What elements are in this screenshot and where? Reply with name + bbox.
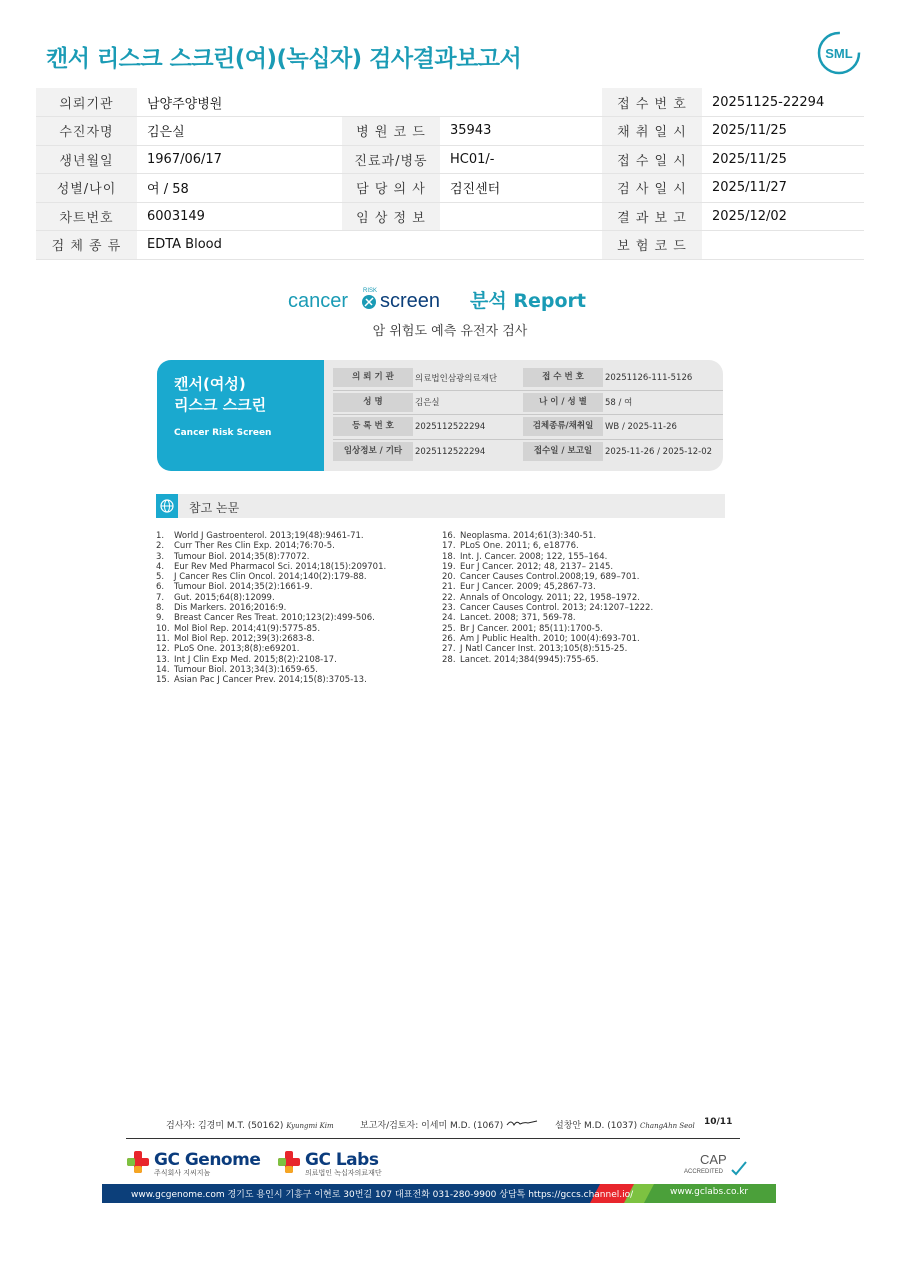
card-row: [333, 440, 723, 465]
reference-text: Neoplasma. 2014;61(3):340-51.: [460, 531, 597, 541]
result-card: [157, 360, 723, 471]
reference-number: 23.: [442, 603, 456, 614]
reference-item: [156, 552, 386, 562]
info-value: 여 / 58: [137, 174, 342, 203]
info-value: 35943: [440, 117, 602, 146]
card-label: 나 이 / 성 별: [523, 393, 603, 412]
card-info-table: [333, 366, 723, 464]
card-title-en: Cancer Risk Screen: [174, 428, 272, 438]
reference-item: [442, 593, 653, 603]
reviewer-label: 설창안 M.D. (1037): [555, 1121, 638, 1131]
gc-genome-name: GC Genome: [154, 1150, 261, 1170]
card-label: 검체종류/채취일: [523, 417, 603, 436]
info-label: 채 취 일 시: [602, 117, 702, 146]
info-value: 김은실: [137, 117, 342, 146]
info-label: 의뢰기관: [36, 88, 137, 117]
logo-cancer-text: cancer: [288, 290, 349, 312]
reference-text: Br J Cancer. 2001; 85(11):1700-5.: [460, 623, 603, 634]
info-value: [440, 88, 602, 117]
card-value: 2025112522294: [415, 446, 486, 457]
reference-text: Breast Cancer Res Treat. 2010;123(2):499-506.: [174, 613, 375, 624]
check-icon: [732, 1162, 746, 1174]
card-label: 등 록 번 호: [333, 417, 413, 436]
reference-text: Asian Pac J Cancer Prev. 2014;15(8):3705-13.: [174, 675, 367, 686]
info-row: [36, 117, 864, 146]
info-row: [36, 174, 864, 203]
reference-item: [442, 562, 653, 572]
reference-number: 24.: [442, 613, 456, 624]
info-value: 2025/12/02: [702, 202, 864, 231]
gc-cross-icon: [126, 1150, 150, 1174]
reference-number: 16.: [442, 531, 456, 541]
logo-suffix-text: 분석 Report: [470, 290, 586, 312]
logo-risk-text: RISK: [363, 288, 378, 294]
cap-accredited-logo: [682, 1150, 748, 1180]
references-header: [156, 494, 725, 518]
gc-labs-logo: [277, 1150, 382, 1178]
examiner-info: [166, 1118, 334, 1131]
reference-text: Tumour Biol. 2013;34(3):1659-65.: [174, 664, 318, 675]
info-label: [342, 231, 440, 260]
info-label: 성별/나이: [36, 174, 137, 203]
reference-item: [156, 603, 386, 613]
info-row: [36, 88, 864, 117]
reference-number: 19.: [442, 561, 456, 572]
card-label: 성 명: [333, 393, 413, 412]
reference-text: Int J Clin Exp Med. 2015;8(2):2108-17.: [174, 654, 337, 665]
globe-icon: [156, 494, 178, 518]
info-value: 남양주양병원: [137, 88, 342, 117]
reference-number: 27.: [442, 644, 456, 655]
gc-cross-icon: [277, 1150, 301, 1174]
info-label: 차트번호: [36, 202, 137, 231]
reference-number: 25.: [442, 623, 456, 634]
reference-item: [442, 624, 653, 634]
card-value: 58 / 여: [605, 398, 633, 409]
info-row: [36, 202, 864, 231]
reference-item: [442, 634, 653, 644]
reference-text: Annals of Oncology. 2011; 22, 1958–1972.: [460, 592, 640, 603]
sml-logo: [816, 30, 862, 76]
examiner-signature: Kyungmi Kim: [286, 1122, 334, 1130]
reference-item: [442, 613, 653, 623]
card-row: [333, 366, 723, 391]
reporter-info: [360, 1118, 538, 1131]
card-label: 접 수 번 호: [523, 368, 603, 387]
reference-number: 26.: [442, 633, 456, 644]
info-row: [36, 231, 864, 260]
info-value: [440, 202, 602, 231]
page-number: 10/11: [704, 1117, 733, 1127]
info-value: HC01/-: [440, 145, 602, 174]
card-value: 김은실: [415, 398, 440, 409]
reviewer-info: [555, 1118, 695, 1131]
info-label: 진료과/병동: [342, 145, 440, 174]
reference-number: 18.: [442, 551, 456, 562]
reference-text: PLoS One. 2013;8(8):e69201.: [174, 644, 300, 655]
reference-text: Lancet. 2008; 371, 569-78.: [460, 613, 576, 624]
card-value: 의료법인삼광의료재단: [415, 373, 498, 384]
reference-item: [442, 603, 653, 613]
info-label: 수진자명: [36, 117, 137, 146]
gc-labs-sub: 의료법인 녹십자의료재단: [305, 1169, 382, 1177]
reference-number: 11.: [156, 633, 170, 644]
info-label: 보 험 코 드: [602, 231, 702, 260]
footer-contact: www.gcgenome.com 경기도 용인시 기흥구 이현로 30번길 107 대표전화 031-280-9900 상담톡 https://gccs.channel.io/: [131, 1190, 634, 1200]
card-row: [333, 391, 723, 416]
info-value: 검진센터: [440, 174, 602, 203]
reference-text: Gut. 2015;64(8):12099.: [174, 592, 275, 603]
reference-item: [442, 644, 653, 654]
info-label: 병 원 코 드: [342, 117, 440, 146]
gc-genome-logo: [126, 1150, 260, 1178]
reference-item: [156, 582, 386, 592]
reference-item: [442, 582, 653, 592]
reference-text: Lancet. 2014;384(9945):755-65.: [460, 654, 599, 665]
info-value: 2025/11/25: [702, 117, 864, 146]
examiner-label: 검사자: 김경미 M.T. (50162): [166, 1121, 284, 1131]
reference-number: 8.: [156, 603, 165, 614]
reference-number: 12.: [156, 644, 170, 655]
footer-bar: [102, 1184, 776, 1203]
reference-number: 28.: [442, 654, 456, 665]
reference-text: Eur J Cancer. 2009; 45,2867-73.: [460, 582, 596, 593]
gc-genome-sub: 주식회사 지씨지놈: [154, 1169, 211, 1177]
reference-number: 21.: [442, 582, 456, 593]
sml-logo-text: SML: [825, 46, 853, 61]
card-value: 20251126-111-5126: [605, 372, 693, 383]
reference-number: 10.: [156, 623, 170, 634]
reference-text: Am J Public Health. 2010; 100(4):693-701.: [460, 633, 640, 644]
info-label: 생년월일: [36, 145, 137, 174]
info-value: 1967/06/17: [137, 145, 342, 174]
reporter-label: 보고자/검토자: 이세미 M.D. (1067): [360, 1121, 504, 1131]
reference-item: [156, 531, 386, 541]
reference-number: 20.: [442, 572, 456, 583]
reference-text: Mol Biol Rep. 2012;39(3):2683-8.: [174, 633, 315, 644]
card-value: WB / 2025-11-26: [605, 421, 677, 432]
page-title: 캔서 리스크 스크린(여)(녹십자) 검사결과보고서: [46, 46, 522, 72]
card-title-panel: [157, 360, 324, 471]
reference-text: Dis Markers. 2016;2016:9.: [174, 603, 287, 614]
logo-screen-text: screen: [380, 290, 441, 312]
reference-number: 7.: [156, 592, 165, 603]
reference-text: World J Gastroenterol. 2013;19(48):9461-71.: [174, 531, 364, 541]
reference-number: 15.: [156, 675, 170, 686]
patient-info-table: [36, 88, 864, 260]
card-label: 의 뢰 기 관: [333, 368, 413, 387]
reference-item: [156, 624, 386, 634]
reference-number: 14.: [156, 664, 170, 675]
references-list-right: [442, 531, 653, 665]
reference-text: J Natl Cancer Inst. 2013;105(8):515-25.: [460, 644, 628, 655]
reference-item: [156, 613, 386, 623]
info-label: 결 과 보 고: [602, 202, 702, 231]
cap-sub-text: ACCREDITED: [684, 1169, 724, 1175]
reference-number: 13.: [156, 654, 170, 665]
reference-item: [442, 531, 653, 541]
card-label: 임상정보 / 기타: [333, 442, 413, 461]
reference-text: Tumour Biol. 2014;35(2):1661-9.: [174, 582, 313, 593]
cap-text: CAP: [700, 1152, 727, 1167]
info-label: 접 수 일 시: [602, 145, 702, 174]
info-label: 검 사 일 시: [602, 174, 702, 203]
info-value: EDTA Blood: [137, 231, 342, 260]
reference-item: [156, 655, 386, 665]
info-label: 접 수 번 호: [602, 88, 702, 117]
footer-url: www.gclabs.co.kr: [670, 1187, 749, 1197]
info-label: [342, 88, 440, 117]
info-value: 20251125-22294: [702, 88, 864, 117]
gc-labs-name: GC Labs: [305, 1150, 379, 1170]
reference-text: Cancer Causes Control. 2013; 24:1207–1222.: [460, 603, 654, 614]
info-value: 2025/11/25: [702, 145, 864, 174]
info-value: 2025/11/27: [702, 174, 864, 203]
reference-item: [156, 572, 386, 582]
info-label: 담 당 의 사: [342, 174, 440, 203]
reference-text: Mol Biol Rep. 2014;41(9):5775-85.: [174, 623, 321, 634]
reference-item: [156, 593, 386, 603]
reference-text: Cancer Causes Control.2008;19, 689–701.: [460, 572, 640, 583]
cancer-risk-screen-logo: [288, 284, 588, 316]
card-value: 2025112522294: [415, 421, 486, 432]
reference-text: J Cancer Res Clin Oncol. 2014;140(2):179-88.: [174, 572, 367, 583]
reference-item: [442, 572, 653, 582]
reference-number: 4.: [156, 561, 165, 572]
card-label: 접수일 / 보고일: [523, 442, 603, 461]
reference-number: 9.: [156, 613, 165, 624]
reference-item: [442, 541, 653, 551]
reference-number: 5.: [156, 572, 165, 583]
footer-divider: [126, 1138, 740, 1139]
reference-item: [442, 552, 653, 562]
reference-text: Tumour Biol. 2014;35(8):77072.: [174, 551, 310, 562]
reference-text: Eur J Cancer. 2012; 48, 2137– 2145.: [460, 561, 614, 572]
info-value: 6003149: [137, 202, 342, 231]
card-title-line2: 리스크 스크린: [174, 396, 267, 414]
card-row: [333, 415, 723, 440]
reference-item: [156, 665, 386, 675]
reference-text: Int. J. Cancer. 2008; 122, 155–164.: [460, 551, 608, 562]
info-value: [440, 231, 602, 260]
report-subtitle: 암 위험도 예측 유전자 검사: [372, 324, 528, 339]
reporter-signature: [506, 1118, 538, 1128]
reference-number: 17.: [442, 541, 456, 552]
reference-text: PLoS One. 2011; 6, e18776.: [460, 541, 579, 552]
reference-item: [156, 562, 386, 572]
reference-number: 22.: [442, 592, 456, 603]
reviewer-signature: ChangAhn Seol: [640, 1122, 695, 1130]
references-title: 참고 논문: [189, 501, 240, 515]
reference-number: 3.: [156, 551, 165, 562]
reference-number: 2.: [156, 541, 165, 552]
reference-item: [156, 541, 386, 551]
card-title-line1: 캔서(여성): [174, 375, 246, 393]
info-label: 검 체 종 류: [36, 231, 137, 260]
reference-number: 1.: [156, 531, 165, 541]
info-row: [36, 145, 864, 174]
reference-text: Curr Ther Res Clin Exp. 2014;76:70-5.: [174, 541, 335, 552]
reference-text: Eur Rev Med Pharmacol Sci. 2014;18(15):209701.: [174, 561, 387, 572]
reference-item: [442, 655, 653, 665]
card-value: 2025-11-26 / 2025-12-02: [605, 446, 713, 457]
reference-item: [156, 675, 386, 685]
info-label: 임 상 정 보: [342, 202, 440, 231]
reference-item: [156, 644, 386, 654]
references-list-left: [156, 531, 386, 685]
info-value: [702, 231, 864, 260]
reference-item: [156, 634, 386, 644]
reference-number: 6.: [156, 582, 165, 593]
